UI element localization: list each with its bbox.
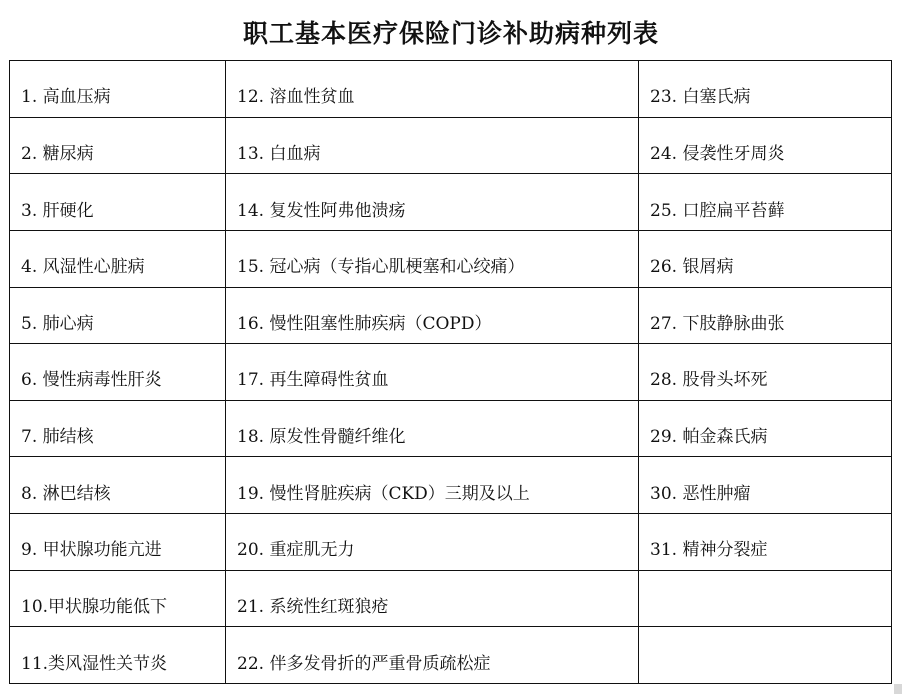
table-cell-empty	[639, 570, 892, 627]
table-cell: 4. 风湿性心脏病	[10, 230, 226, 287]
table-cell: 1. 高血压病	[10, 61, 226, 118]
table-cell: 15. 冠心病（专指心肌梗塞和心绞痛）	[226, 230, 639, 287]
table-cell: 8. 淋巴结核	[10, 457, 226, 514]
disease-list-table	[9, 60, 892, 684]
table-cell: 23. 白塞氏病	[639, 61, 892, 118]
table-row	[10, 514, 892, 571]
table-cell: 3. 肝硬化	[10, 174, 226, 231]
table-cell-empty	[639, 627, 892, 684]
table-cell: 26. 银屑病	[639, 230, 892, 287]
table-cell: 18. 原发性骨髓纤维化	[226, 400, 639, 457]
table-cell: 13. 白血病	[226, 117, 639, 174]
table-cell: 6. 慢性病毒性肝炎	[10, 344, 226, 401]
table-cell: 2. 糖尿病	[10, 117, 226, 174]
table-cell: 7. 肺结核	[10, 400, 226, 457]
table-row	[10, 570, 892, 627]
table-cell: 16. 慢性阻塞性肺疾病（COPD）	[226, 287, 639, 344]
table-row	[10, 174, 892, 231]
table-cell: 29. 帕金森氏病	[639, 400, 892, 457]
table-cell: 27. 下肢静脉曲张	[639, 287, 892, 344]
table-row	[10, 627, 892, 684]
table-cell: 5. 肺心病	[10, 287, 226, 344]
table-cell: 31. 精神分裂症	[639, 514, 892, 571]
table-row	[10, 400, 892, 457]
table-cell: 20. 重症肌无力	[226, 514, 639, 571]
table-cell: 21. 系统性红斑狼疮	[226, 570, 639, 627]
table-cell: 12. 溶血性贫血	[226, 61, 639, 118]
table-row	[10, 457, 892, 514]
table-row	[10, 344, 892, 401]
window-resize-corner	[894, 684, 902, 694]
table-cell: 30. 恶性肿瘤	[639, 457, 892, 514]
table-cell: 17. 再生障碍性贫血	[226, 344, 639, 401]
table-cell: 9. 甲状腺功能亢进	[10, 514, 226, 571]
table-cell: 10.甲状腺功能低下	[10, 570, 226, 627]
table-cell: 14. 复发性阿弗他溃疡	[226, 174, 639, 231]
table-cell: 19. 慢性肾脏疾病（CKD）三期及以上	[226, 457, 639, 514]
table-row	[10, 61, 892, 118]
table-row	[10, 230, 892, 287]
table-cell: 25. 口腔扁平苔藓	[639, 174, 892, 231]
page-title: 职工基本医疗保险门诊补助病种列表	[242, 19, 659, 48]
table-row	[10, 117, 892, 174]
table-cell: 24. 侵袭性牙周炎	[639, 117, 892, 174]
table-cell: 28. 股骨头坏死	[639, 344, 892, 401]
table-cell: 11.类风湿性关节炎	[10, 627, 226, 684]
table-cell: 22. 伴多发骨折的严重骨质疏松症	[226, 627, 639, 684]
table-row	[10, 287, 892, 344]
